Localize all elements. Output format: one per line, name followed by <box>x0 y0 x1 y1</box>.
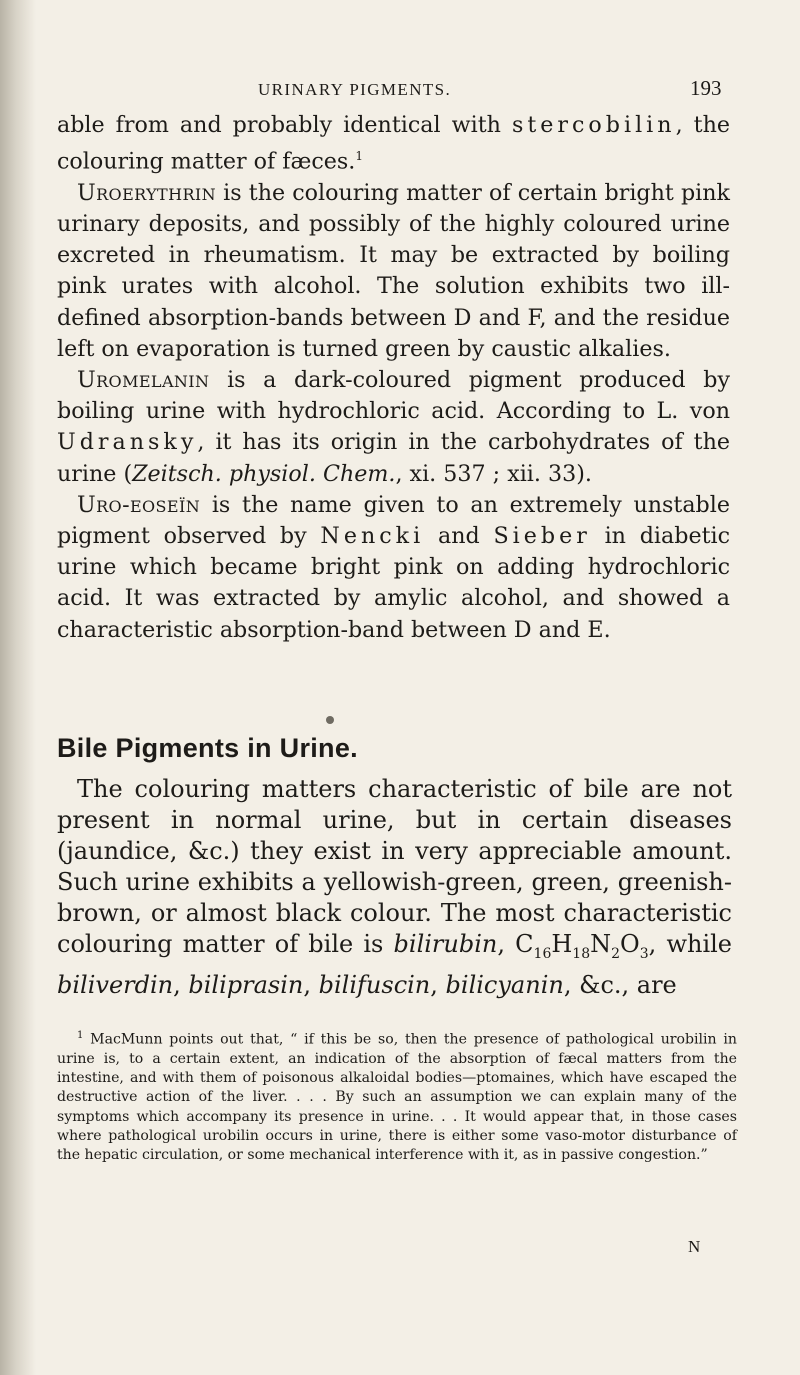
paragraph-bile-pigments: The colouring matters characteristic of bile are not present in normal urine, but in certain diseases (jaundice, &c.) they exist in very appreciable amount. Such urine exhibits a yellowish-green, green, greenish-brown, or almost black colour. The most characteristic colouring matter of bile is bilirubin, $C_{16}H_{18}N_2O_3$, while biliverdin, biliprasin, bilifuscin, bilicyanin, &c., are <box>57 775 733 999</box>
paragraph-uroeosein: Uro-eoseïn is the name given to an extremely unstable pigment observed by Nencki and Sieber in diabetic urine which became bright pink on adding hydrochloric acid. It was extracted by amylic alcohol, and showed a characteristic absorption-band between D and E. <box>57 491 731 643</box>
signature-mark: N <box>688 1237 701 1256</box>
author-nencki: Nencki <box>320 523 425 550</box>
footnote-marker: 1 <box>77 1030 84 1041</box>
term-bilifuscin: bilifuscin <box>318 970 431 999</box>
term-bilirubin: bilirubin <box>393 930 498 958</box>
paragraph-uroerythrin: Uroerythrin is the colouring matter of certain bright pink urinary deposits, and possibly of the highly coloured urine excreted in rheumatism. It may be extracted by boiling pink urates with alcohol. The solution exhibits two ill-defined absorption-bands between D and F, and the residue left on evaporation is turned green by caustic alkalies. <box>57 179 730 362</box>
section-heading: Bile Pigments in Urine. <box>57 733 358 763</box>
uroeosein-term: Uro-eoseïn <box>77 491 201 518</box>
term-biliverdin: biliverdin <box>57 970 174 999</box>
footnote <box>57 1026 737 1165</box>
footnote-ref: 1 <box>355 149 363 164</box>
footnote-text: MacMunn points out that, “ if this be so, then the presence of pathological urobilin in urine is, to a certain extent, an indication of the absorption of fæcal matters from the intestine, and with them of poisonous alkaloidal bodies—ptomaines, which have escaped the destructive action of the liver. . . . By such an assumption we can explain many of the symptoms which accompany its presence in urine. . . It would appear that, in those cases where pathological urobilin occurs in urine, there is either some vaso-motor disturbance of the hepatic circulation, or some mechanical interference with it, as in passive congestion.” <box>57 1031 737 1163</box>
citation: Zeitsch. physiol. Chem. <box>132 460 396 487</box>
uroerythrin-term: Uroerythrin <box>77 179 217 206</box>
binding-shadow <box>0 0 36 1375</box>
term-biliprasin: biliprasin <box>188 970 304 999</box>
running-head: URINARY PIGMENTS. <box>258 80 452 99</box>
uromelanin-term: Uromelanin <box>77 367 210 394</box>
page-number: 193 <box>690 76 722 100</box>
stercobilin-term: stercobilin <box>511 112 676 138</box>
chemical-formula: $C_{16}H_{18}N_2O_3$ <box>515 930 649 962</box>
main-text <box>57 110 730 646</box>
ornament-dot <box>326 716 334 724</box>
term-bilicyanin: bilicyanin <box>445 970 564 999</box>
section-body <box>57 774 732 1001</box>
author-sieber: Sieber <box>493 523 591 550</box>
paragraph-stercobilin: able from and probably identical with stercobilin, the colouring matter of fæces.$^1$ <box>57 112 730 175</box>
author-udransky: Udransky <box>57 429 198 456</box>
paragraph-uromelanin: Uromelanin is a dark-coloured pigment produced by boiling urine with hydrochloric acid. According to L. von Udransky, it has its origin in the carbohydrates of the urine (Zeitsch. physiol. Chem., xi. 537 ; xii. 33). <box>57 367 730 487</box>
